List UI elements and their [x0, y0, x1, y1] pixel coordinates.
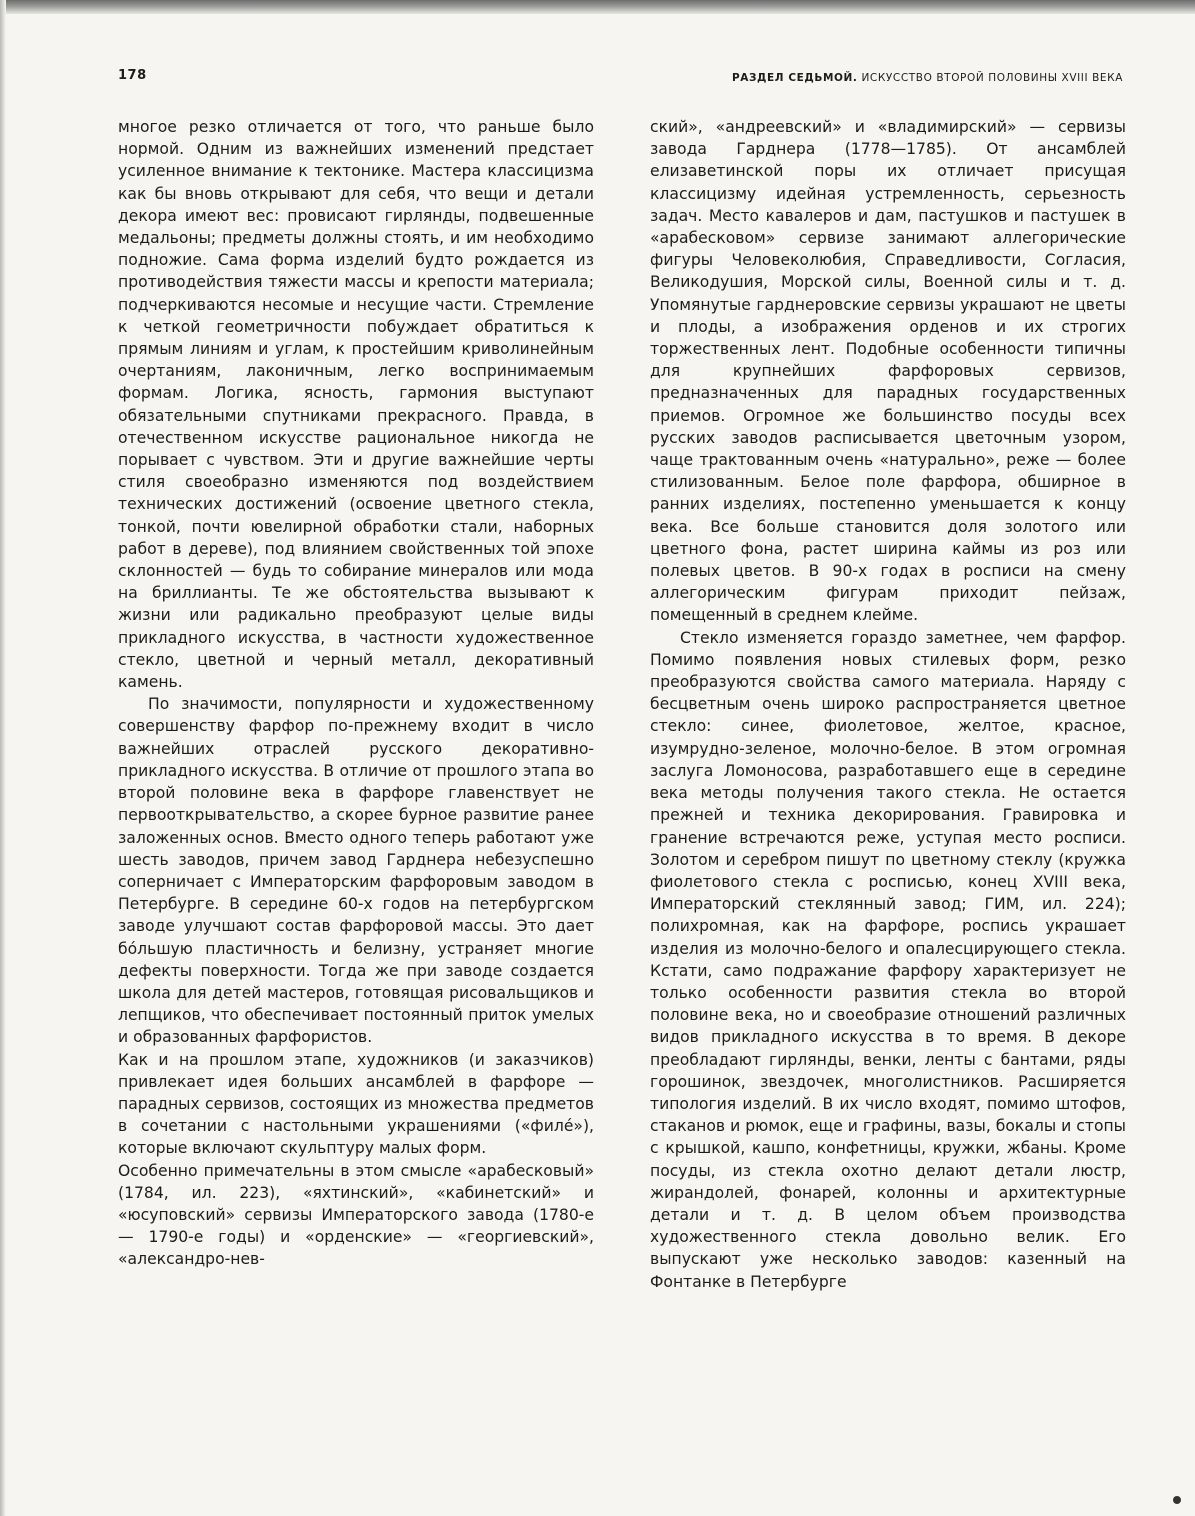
paragraph-glass: Стекло изменяется гораздо заметнее, чем фарфор. Помимо появления новых стилевых форм, резко преобразуются свойства самого материала. Наряду с бесцветным очень широко распространяется цветное стекло: синее, фиолетовое, желтое, красное, изумрудно-зеленое, молочно-белое. В этом огромная заслуга Ломоносова, разработавшего еще в середине века методы получения такого стекла. Не остается прежней и техника декорирования. Гравировка и гранение встречаются реже, уступая место росписи. Золотом и серебром пишут по цветному стеклу (кружка фиолетового стекла с росписью, конец XVIII века, Императорский стеклянный завод; ГИМ, ил. 224); полихромная, как на фарфоре, роспись украшает изделия из молочно-белого и опалесцирующего стекла. Кстати, само подражание фарфору характеризует не только особенности развития стекла во второй половине века, но и своеобразие отношений различных видов прикладного искусства в то время. В декоре преобладают гирлянды, венки, ленты с бантами, ряды горошинок, звездочек, многолистников. Расширяется типология изделий. В их число входят, помимо штофов, стаканов и рюмок, еще и графины, вазы, бокалы и стопы с крышкой, кашпо, конфетницы, кружки, жбаны. Кроме посуды, из стекла охотно делают детали люстр, жирандолей, фонарей, колонны и архитектурные детали и т. д. В целом объем производства художественного стекла довольно велик. Его выпускают уже несколько заводов: казенный на Фонтанке в Петербурге — [650, 628, 1126, 1291]
running-head-title: ИСКУССТВО ВТОРОЙ ПОЛОВИНЫ XVIII ВЕКА — [857, 72, 1123, 84]
running-head-section: РАЗДЕЛ СЕДЬМОЙ. — [731, 72, 858, 84]
left-column — [118, 116, 594, 1271]
paragraph-gardner-services: ский», «андреевский» и «владимирский» — сервизы завода Гарднера (1778—1785). От ансамблей елизаветинской поры их отличает присущая классицизму идейная устремленность, серьезность задач. Место кавалеров и дам, пастушков и пастушек в «арабесковом» сервизе занимают аллегорические фигуры Человеколюбия, Справедливости, Согласия, Великодушия, Морской силы, Военной силы и т. д. Упомянутые гарднеровские сервизы украшают не цветы и плоды, а изображения орденов и их строгих торжественных лент. Подобные особенности типичны для крупнейших фарфоровых сервизов, предназначенных для парадных государственных приемов. Огромное же большинство посуды всех русских заводов расписывается цветочным узором, чаще трактованным очень «натурально», реже — более стилизованным. Белое поле фарфора, обширное в ранних изделиях, постепенно уменьшается к концу века. Все больше становится доля золотого или цветного фона, растет ширина каймы из роз или полевых цветов. В 90-х годах в росписи на смену аллегорическим фигурам приходит пейзаж, помещенный в среднем клейме. — [650, 118, 1126, 625]
paragraph-tectonics: многое резко отличается от того, что раньше было нормой. Одним из важнейших изменений предстает усиленное внимание к тектонике. Мастера классицизма как бы вновь открывают для себя, что вещи и детали декора имеют вес: провисают гирлянды, подвешенные медальоны; предметы должны стоять, и им необходимо подножие. Сама форма изделий будто рождается из противодействия тяжести массы и крепости материала; подчеркиваются несомые и несущие части. Стремление к четкой геометричности побуждает обратиться к прямым линиям и углам, к простейшим криволинейным очертаниям, лаконичным, легко воспринимаемым формам. Логика, ясность, гармония выступают обязательными спутниками прекрасного. Правда, в отечественном искусстве рациональное никогда не порывает с чувством. Эти и другие важнейшие черты стиля своеобразно изменяются под воздействием технических достижений (освоение цветного стекла, тонкой, почти ювелирной обработки стали, наборных работ в дереве), под влиянием свойственных той эпохе склонностей — будь то собирание минералов или мода на бриллианты. Те же обстоятельства вызывают к жизни или радикально преобразуют целые виды прикладного искусства, в частности художественное стекло, цветной и черный металл, декоративный камень. — [118, 118, 594, 692]
paragraph-ensembles: Как и на прошлом этапе, художников (и заказчиков) привлекает идея больших ансамблей в фарфоре — парадных сервизов, состоящих из множества предметов в сочетании с настольными украшениями («филé»), которые включают скульптуру малых форм. — [118, 1050, 594, 1158]
paragraph-porcelain: По значимости, популярности и художественному совершенству фарфор по-прежнему входит в число важнейших отраслей русского декоративно-прикладного искусства. В отличие от прошлого этапа во второй половине века в фарфоре главенствует не первооткрывательство, а скорее бурное развитие ранее заложенных основ. Вместо одного теперь работают уже шесть заводов, причем завод Гарднера небезуспешно соперничает с Императорским фарфоровым заводом в Петербурге. В середине 60-х годов на петербургском заводе улучшают состав фарфоровой массы. Это дает бóльшую пластичность и белизну, устраняет многие дефекты поверхности. Тогда же при заводе создается школа для детей мастеров, готовящая рисовальщиков и лепщиков, что обеспечивает постоянный приток умелых и образованных фарфористов. — [118, 695, 594, 1047]
page-number: 178 — [118, 68, 147, 83]
right-column — [650, 116, 1126, 1293]
running-head — [732, 72, 1123, 84]
scan-left-edge — [0, 0, 6, 1516]
paragraph-services: Особенно примечательны в этом смысле «арабесковый» (1784, ил. 223), «яхтинский», «кабинетский» и «юсуповский» сервизы Императорского завода (1780-е — 1790-е годы) и «орденские» — «георгиевский», «александро-нев- — [118, 1161, 594, 1269]
scan-top-edge — [0, 0, 1195, 14]
scan-corner-mark — [1173, 1496, 1181, 1504]
